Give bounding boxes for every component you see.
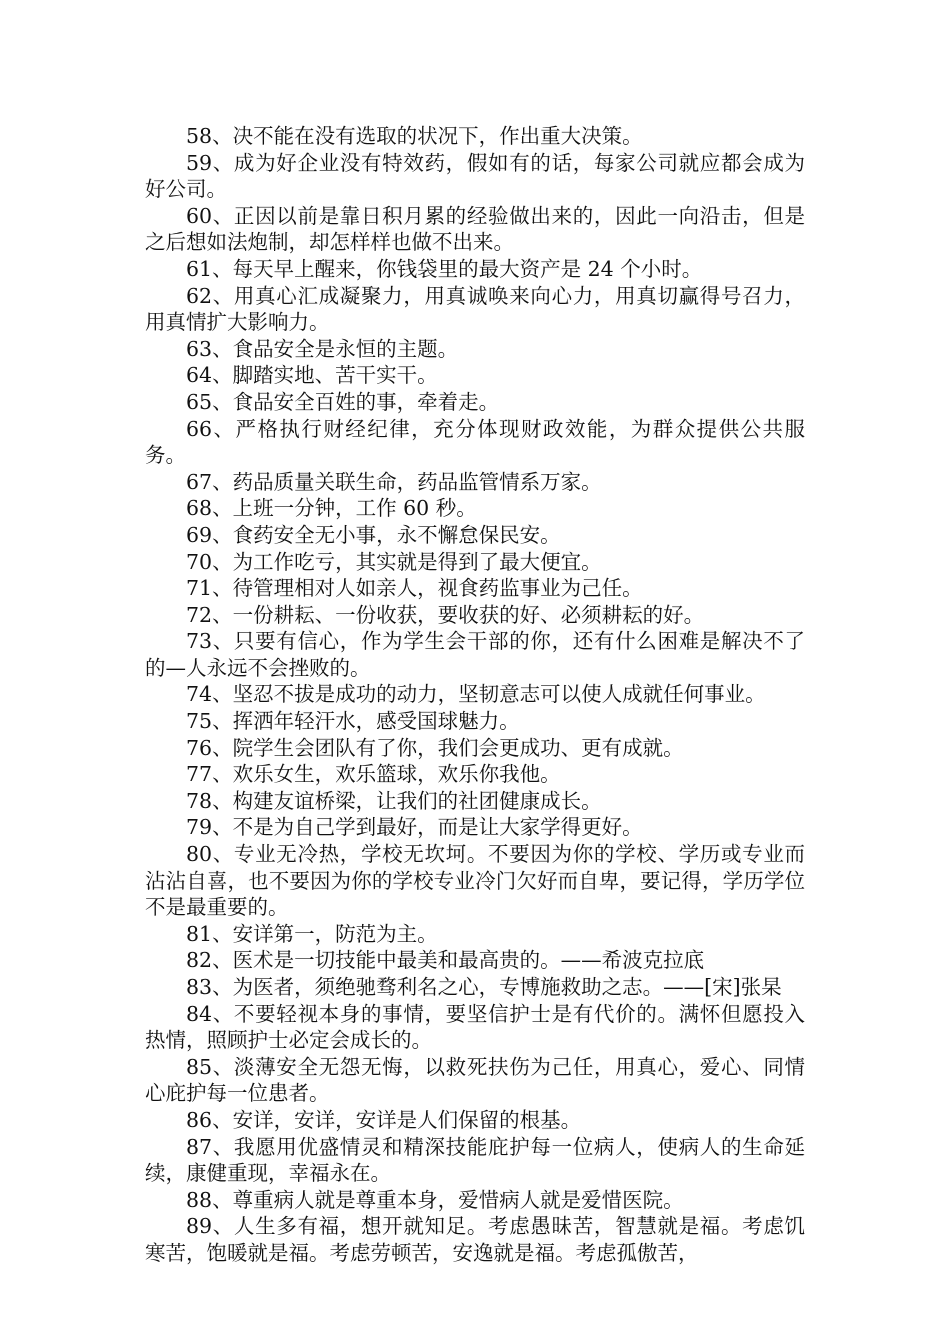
- paragraph-66: 66、严格执行财经纪律，充分体现财政效能，为群众提供公共服务。: [145, 416, 805, 468]
- paragraph-87: 87、我愿用优盛情灵和精深技能庇护每一位病人，使病人的生命延 续，康健重现，幸福永在。: [145, 1134, 805, 1186]
- paragraph-60: 60、正因以前是靠日积月累的经验做出来的，因此一向沿击，但是之后想如法炮制，却怎样样也做不出来。: [145, 203, 805, 255]
- paragraph-61: 61、每天早上醒来，你钱袋里的最大资产是 24 个小时。: [186, 256, 703, 281]
- paragraph-72: 72、一份耕耘、一份收获，要收获的好、必须耕耘的好。: [186, 602, 705, 627]
- paragraph-69: 69、食药安全无小事，永不懈怠保民安。: [186, 522, 561, 547]
- paragraph-58: 58、决不能在没有选取的状况下，作出重大决策。: [186, 124, 643, 148]
- paragraph-80: 80、专业无冷热，学校无坎坷。不要因为你的学校、学历或专业而沾沾自喜，也不要因为你的学校专业冷门欠好而自卑，要记得，学历学位不是最重要的。: [145, 842, 805, 920]
- paragraph-86: 86、安详，安详，安详是人们保留的根基。: [186, 1107, 582, 1132]
- paragraph-88: 88、尊重病人就是尊重本身，爱惜病人就是爱惜医院。: [186, 1187, 684, 1212]
- paragraph-68: 68、上班一分钟，工作 60 秒。: [186, 496, 477, 521]
- paragraph-67: 67、药品质量关联生命，药品监管情系万家。: [186, 469, 602, 494]
- paragraph-81: 81、安详第一，防范为主。: [186, 921, 438, 946]
- paragraph-71: 71、待管理相对人如亲人，视食药监事业为己任。: [186, 576, 643, 601]
- paragraph-77: 77、欢乐女生，欢乐篮球，欢乐你我他。: [186, 762, 561, 787]
- paragraph-73: 73、只要有信心，作为学生会干部的你，还有什么困难是解决不了的—人永远不会挫败的。: [145, 629, 805, 680]
- paragraph-63: 63、食品安全是永恒的主题。: [186, 336, 459, 361]
- paragraph-74: 74、坚忍不拔是成功的动力，坚韧意志可以使人成就任何事业。: [186, 682, 766, 707]
- paragraph-89: 89、人生多有福，想开就知足。考虑愚昧苦，智慧就是福。考虑饥寒苦，饱暖就是福。考虑劳顿苦，安逸就是福。考虑孤傲苦，: [145, 1214, 805, 1265]
- paragraph-76: 76、院学生会团队有了你，我们会更成功、更有成就。: [186, 735, 684, 760]
- document-body: [145, 123, 805, 1267]
- paragraph-70: 70、为工作吃亏，其实就是得到了最大便宜。: [186, 549, 602, 574]
- paragraph-59: 59、成为好企业没有特效药，假如有的话，每家公司就应都会成为好公司。: [145, 150, 805, 202]
- paragraph-62: 62、用真心汇成凝聚力，用真诚唤来向心力，用真切赢得号召力，用真情扩大影响力。: [145, 283, 805, 335]
- paragraph-75: 75、挥洒年轻汗水，感受国球魅力。: [186, 709, 520, 734]
- paragraph-64: 64、脚踏实地、苦干实干。: [186, 363, 438, 388]
- paragraph-84: 84、不要轻视本身的事情，要坚信护士是有代价的。满怀但愿投入热情，照顾护士必定会成长的。: [145, 1001, 805, 1053]
- paragraph-78: 78、构建友谊桥梁，让我们的社团健康成长。: [186, 788, 602, 813]
- paragraph-83: 83、为医者，须绝驰骛利名之心，专博施救助之志。——[宋]张杲: [186, 975, 782, 999]
- paragraph-82: 82、医术是一切技能中最美和最高贵的。——希波克拉底: [186, 948, 705, 973]
- paragraph-79: 79、不是为自己学到最好，而是让大家学得更好。: [186, 815, 643, 840]
- paragraph-65: 65、食品安全百姓的事，牵着走。: [186, 389, 500, 414]
- paragraph-85: 85、淡薄安全无怨无悔，以救死扶伤为己任，用真心，爱心、同情心庇护每一位患者。: [145, 1054, 805, 1106]
